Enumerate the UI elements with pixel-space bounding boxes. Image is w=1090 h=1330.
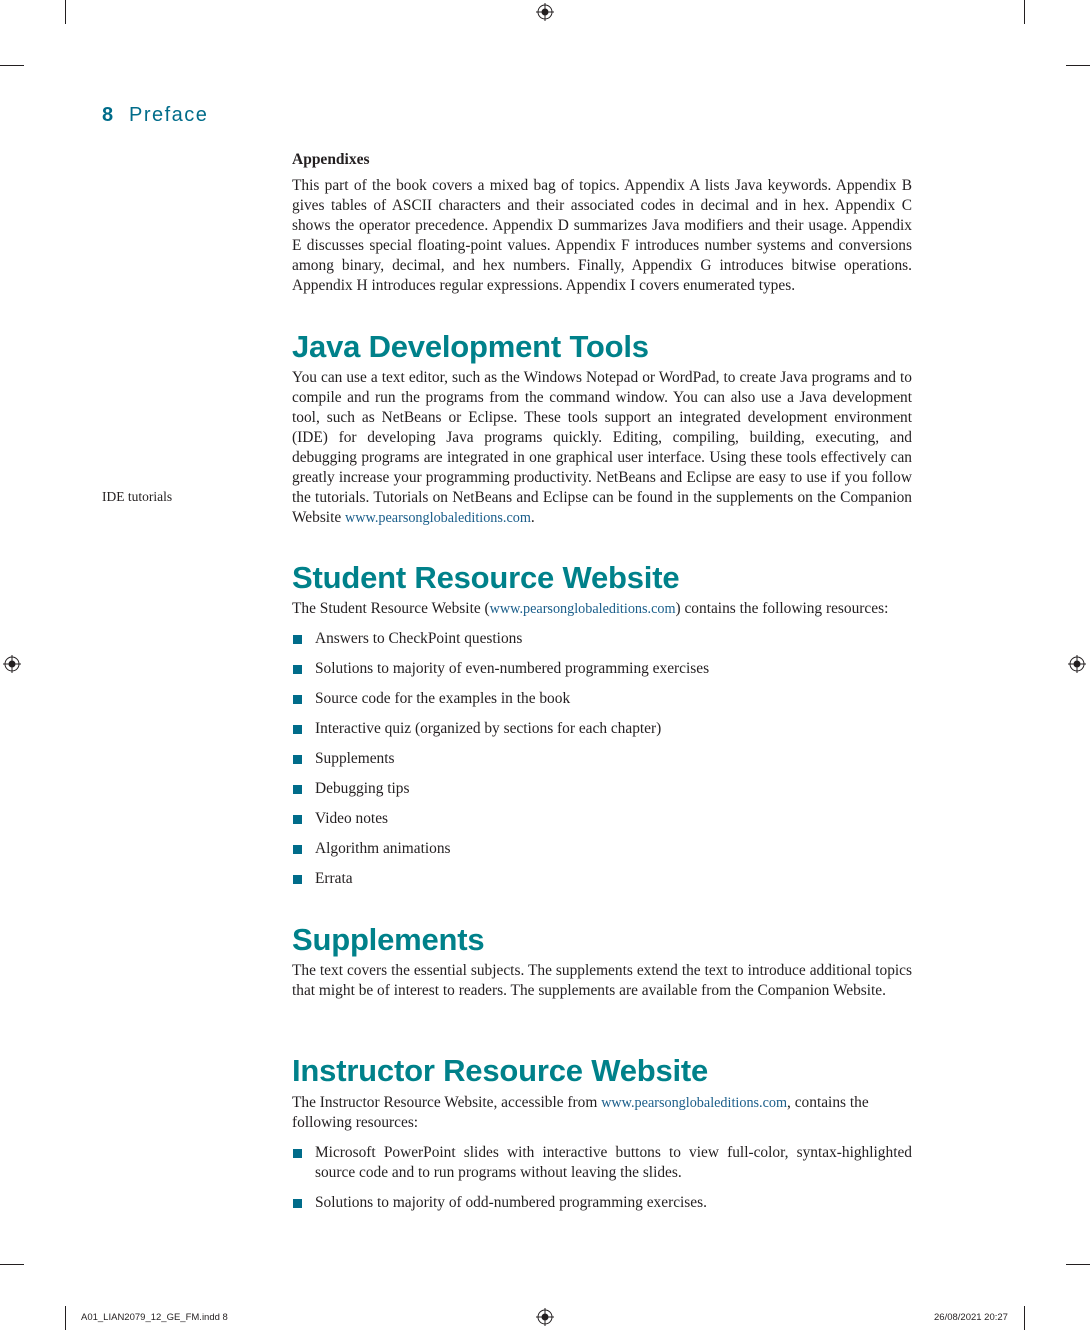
list-item <box>292 869 912 889</box>
bullet-square-icon <box>293 815 302 824</box>
running-title: Preface <box>129 104 209 126</box>
instructor-site-link[interactable]: www.pearsonglobaleditions.com <box>601 1095 788 1111</box>
list-item-text: Microsoft PowerPoint slides with interactive buttons to view full-color, syntax-highlighted source code and to run programs without leaving the slides. <box>315 1144 912 1181</box>
list-item <box>292 719 912 739</box>
java-tools-text-end: . <box>530 509 535 526</box>
crop-mark <box>0 65 24 66</box>
margin-note: IDE tutorials <box>102 489 173 504</box>
instructor-site-intro <box>292 1093 912 1133</box>
supplements-heading: Supplements <box>292 922 485 957</box>
list-item-text: Source code for the examples in the book <box>315 690 571 707</box>
list-item <box>292 629 912 649</box>
list-item-text: Supplements <box>315 750 395 767</box>
crop-mark <box>1066 65 1090 66</box>
instructor-resources-list <box>292 1143 912 1223</box>
list-item-text: Algorithm animations <box>315 840 451 857</box>
bullet-square-icon <box>293 1149 302 1158</box>
registration-mark-icon <box>3 655 21 673</box>
bullet-square-icon <box>293 755 302 764</box>
list-item <box>292 779 912 799</box>
list-item-text: Solutions to majority of odd-numbered programming exercises. <box>315 1194 707 1211</box>
registration-mark-icon <box>536 1308 554 1326</box>
list-item-text: Video notes <box>315 810 389 827</box>
registration-mark-icon <box>1068 655 1086 673</box>
list-item <box>292 749 912 769</box>
crop-mark <box>1066 1264 1090 1265</box>
list-item <box>292 1143 912 1183</box>
list-item-text: Solutions to majority of even-numbered programming exercises <box>315 660 710 677</box>
bullet-square-icon <box>293 695 302 704</box>
supplements-paragraph: The text covers the essential subjects. The supplements extend the text to introduce additional topics that might be of interest to readers. The supplements are available from the Companion Website. <box>292 962 912 999</box>
list-item-text: Answers to CheckPoint questions <box>315 630 523 647</box>
instructor-site-heading: Instructor Resource Website <box>292 1053 709 1088</box>
slug-filename: A01_LIAN2079_12_GE_FM.indd 8 <box>81 1312 228 1323</box>
slug-datetime: 26/08/2021 20:27 <box>934 1312 1008 1323</box>
java-tools-paragraph <box>292 368 912 528</box>
bullet-square-icon <box>293 665 302 674</box>
crop-mark <box>1024 0 1025 24</box>
bullet-square-icon <box>293 785 302 794</box>
student-site-intro <box>292 599 912 619</box>
crop-mark <box>0 1264 24 1265</box>
list-item <box>292 809 912 829</box>
list-item-text: Errata <box>315 870 353 887</box>
crop-mark <box>1024 1306 1025 1330</box>
page-number: 8 <box>102 104 114 126</box>
student-site-heading: Student Resource Website <box>292 560 680 595</box>
student-site-link[interactable]: www.pearsonglobaleditions.com <box>489 601 676 617</box>
crop-mark <box>65 1306 66 1330</box>
crop-mark <box>65 0 66 24</box>
student-site-intro-text: The Student Resource Website ( <box>292 600 490 617</box>
list-item <box>292 659 912 679</box>
instructor-site-intro-text: The Instructor Resource Website, accessible from <box>292 1094 602 1111</box>
bullet-square-icon <box>293 875 302 884</box>
appendixes-heading: Appendixes <box>292 151 370 168</box>
bullet-square-icon <box>293 845 302 854</box>
list-item <box>292 839 912 859</box>
appendixes-paragraph: This part of the book covers a mixed bag of topics. Appendix A lists Java keywords. Appendix B gives tables of ASCII characters and their associated codes in decimal and in hex. Appendix C shows the operator precedence. Appendix D summarizes Java modifiers and their usage. Appendix E discusses special floating-point values. Appendix F introduces number systems and conversions among binary, decimal, and hex numbers. Finally, Appendix G introduces bitwise operations. Appendix H introduces regular expressions. Appendix I covers enumerated types. <box>292 177 912 294</box>
list-item-text: Debugging tips <box>315 780 410 797</box>
java-tools-text: You can use a text editor, such as the Windows Notepad or WordPad, to create Java programs and to compile and run the programs from the command window. You can also use a Java development tool, such as NetBeans or Eclipse. These tools support an integrated development environment (IDE) for developing Java programs quickly. Editing, compiling, building, executing, and debugging programs are integrated in one graphical user interface. Using these tools effectively can greatly increase your programming productivity. NetBeans and Eclipse are easy to use if you follow the tutorials. Tutorials on NetBeans and Eclipse can be found in the supplements on the Companion Website <box>292 369 912 526</box>
companion-website-link[interactable]: www.pearsonglobaleditions.com <box>345 510 531 526</box>
instructor-site-intro-text-end: , contains the following resources: <box>292 1094 869 1131</box>
list-item <box>292 689 912 709</box>
java-tools-heading: Java Development Tools <box>292 329 649 364</box>
bullet-square-icon <box>293 725 302 734</box>
registration-mark-icon <box>536 3 554 21</box>
student-site-intro-text-end: ) contains the following resources: <box>675 600 889 617</box>
list-item-text: Interactive quiz (organized by sections for each chapter) <box>315 720 662 737</box>
list-item <box>292 1193 912 1213</box>
student-resources-list <box>292 629 912 899</box>
bullet-square-icon <box>293 1199 302 1208</box>
bullet-square-icon <box>293 635 302 644</box>
